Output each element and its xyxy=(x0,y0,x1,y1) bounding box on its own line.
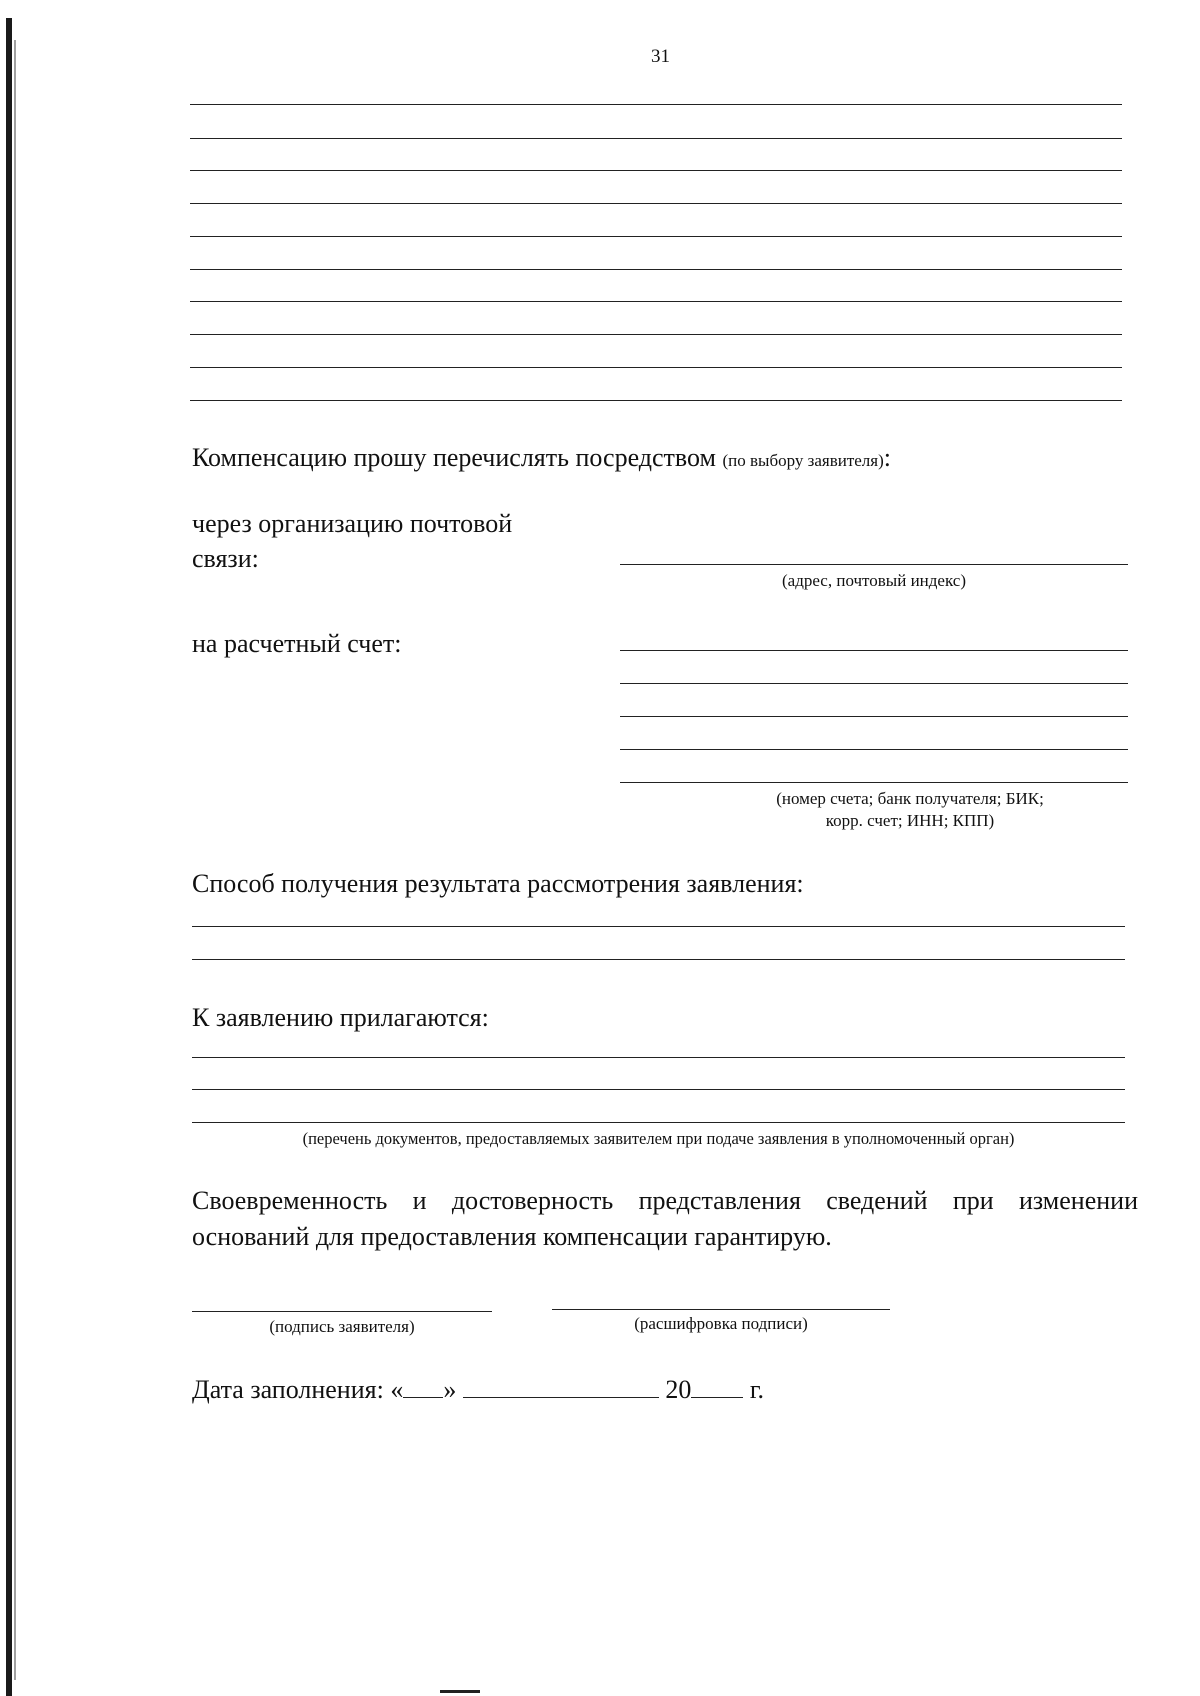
attachments-caption: (перечень документов, предоставляемых заявителем при подаче заявления в уполномоченный орган) xyxy=(302,1129,1015,1148)
payment-method-note: (по выбору заявителя) xyxy=(722,451,884,470)
attachments-line[interactable] xyxy=(192,1122,1125,1123)
account-field-line[interactable] xyxy=(620,749,1128,750)
fill-date-line xyxy=(192,1372,764,1408)
payment-method-colon: : xyxy=(883,443,891,472)
binding-shadow xyxy=(14,40,16,1680)
postal-address-caption: (адрес, почтовый индекс) xyxy=(781,571,966,590)
signature-transcript-caption: (расшифровка подписи) xyxy=(634,1314,808,1333)
blank-line[interactable] xyxy=(190,301,1122,302)
account-option-label: на расчетный счет: xyxy=(192,629,402,658)
postal-option-label-line2: связи: xyxy=(192,544,259,573)
signature-transcript-field[interactable] xyxy=(552,1309,890,1310)
blank-line[interactable] xyxy=(190,334,1122,335)
year-field[interactable] xyxy=(691,1373,743,1398)
fill-date-label: Дата заполнения: xyxy=(192,1375,384,1404)
signature-caption: (подпись заявителя) xyxy=(269,1317,415,1336)
blank-line[interactable] xyxy=(190,203,1122,204)
scan-mark xyxy=(440,1690,480,1693)
attachments-line[interactable] xyxy=(192,1057,1125,1058)
postal-address-field[interactable] xyxy=(620,564,1128,565)
postal-option-label-line1: через организацию почтовой xyxy=(192,509,513,538)
result-method-heading: Способ получения результата рассмотрения заявления: xyxy=(192,869,804,898)
blank-line[interactable] xyxy=(190,138,1122,139)
account-caption-line2: корр. счет; ИНН; КПП) xyxy=(825,811,995,830)
binding-edge xyxy=(6,18,12,1696)
account-field-line[interactable] xyxy=(620,716,1128,717)
payment-method-heading xyxy=(192,440,891,479)
attachments-line[interactable] xyxy=(192,1089,1125,1090)
blank-line[interactable] xyxy=(190,400,1122,401)
year-suffix: г. xyxy=(749,1375,765,1404)
signature-field[interactable] xyxy=(192,1311,492,1312)
page-number: 31 xyxy=(651,46,670,67)
result-method-line[interactable] xyxy=(192,959,1125,960)
result-method-line[interactable] xyxy=(192,926,1125,927)
month-field[interactable] xyxy=(463,1373,659,1398)
account-caption-line1: (номер счета; банк получателя; БИК; xyxy=(776,789,1044,808)
account-field-line[interactable] xyxy=(620,650,1128,651)
blank-line[interactable] xyxy=(190,104,1122,105)
attachments-heading: К заявлению прилагаются: xyxy=(192,1003,489,1032)
guarantee-text: Своевременность и достоверность представления сведений при изменении оснований для предоставления компенсации гарантирую. xyxy=(192,1186,1138,1251)
date-close-quote: » xyxy=(443,1375,457,1404)
blank-line[interactable] xyxy=(190,269,1122,270)
blank-line[interactable] xyxy=(190,367,1122,368)
account-field-line[interactable] xyxy=(620,782,1128,783)
blank-line[interactable] xyxy=(190,170,1122,171)
day-field[interactable] xyxy=(403,1373,443,1398)
blank-line[interactable] xyxy=(190,236,1122,237)
account-caption xyxy=(700,788,1120,832)
payment-method-heading-text: Компенсацию прошу перечислять посредством xyxy=(192,443,716,472)
account-field-line[interactable] xyxy=(620,683,1128,684)
date-open-quote: « xyxy=(390,1375,404,1404)
year-prefix: 20 xyxy=(665,1375,692,1404)
